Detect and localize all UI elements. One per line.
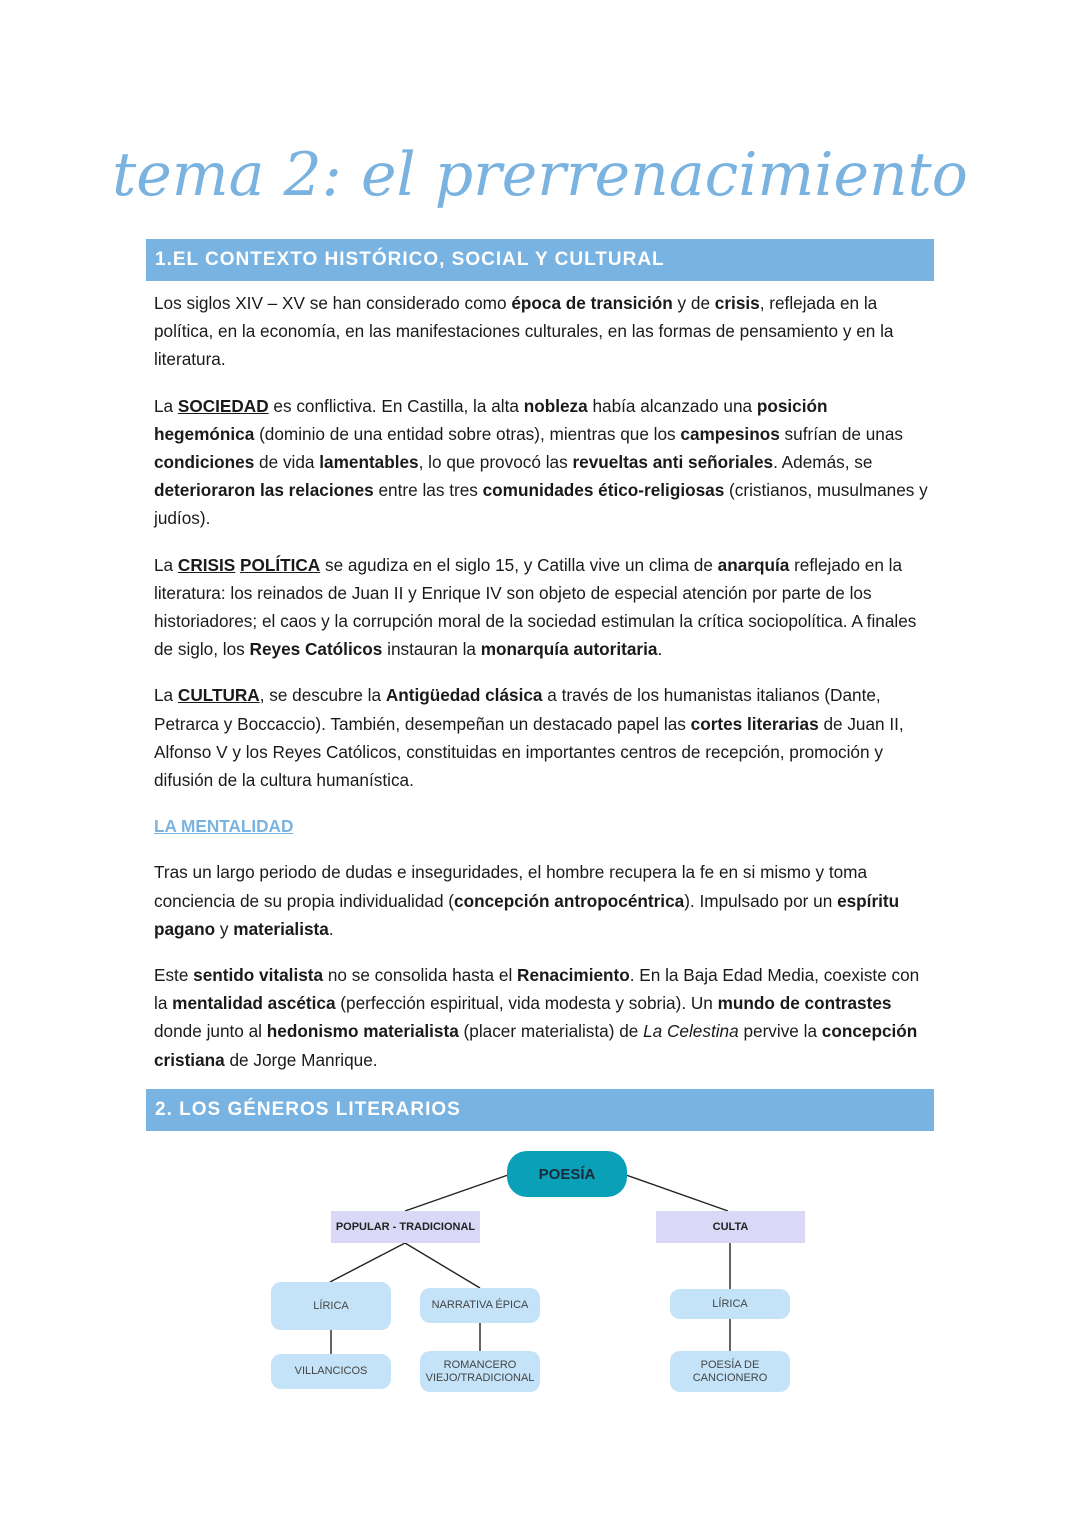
paragraph-mentalidad-2: Este sentido vitalista no se consolida hasta el Renacimiento. En la Baja Edad Media, coexiste con la mentalidad ascética (perfección espiritual, vida modesta y sobria). Un mundo de contrastes donde junto al hedonismo materialista (placer materialista) de La Celestina pervive la concepción cristiana de Jorge Manrique. [154,965,920,1070]
diagram-node-culta: CULTA [656,1211,805,1243]
paragraph-mentalidad-1: Tras un largo periodo de dudas e inseguridades, el hombre recupera la fe en si mismo y toma conciencia de su propia individualidad (concepción antropocéntrica). Impulsado por un espíritu pagano y materialista. [154,862,900,939]
diagram-node-narrativa-epica: NARRATIVA ÉPICA [420,1288,540,1323]
diagram-node-villancicos: VILLANCICOS [271,1354,391,1389]
subheading-mentalidad: LA MENTALIDAD [154,816,294,837]
diagram-node-romancero: ROMANCERO VIEJO/TRADICIONAL [420,1351,540,1392]
diagram-node-poesia: POESÍA [507,1151,627,1197]
paragraph-intro: Los siglos XIV – XV se han considerado como época de transición y de crisis, reflejada en la política, en la economía, en las manifestaciones culturales, en las formas de pensamiento y en la literatura. [154,293,894,370]
section-header-context: 1.EL CONTEXTO HISTÓRICO, SOCIAL Y CULTURAL [146,239,934,281]
paragraph-sociedad: La SOCIEDAD es conflictiva. En Castilla, la alta nobleza había alcanzado una posición hegemónica (dominio de una entidad sobre otras), mientras que los campesinos sufrían de unas condiciones de vida lamentables, lo que provocó las revueltas anti señoriales. Además, se deterioraron las relaciones entre las tres comunidades ético-religiosas (cristianos, musulmanes y judíos). [154,395,928,529]
page-title: tema 2: el prerrenacimiento [112,140,968,210]
diagram-node-culta-lirica: LÍRICA [670,1289,790,1319]
diagram-node-popular-tradicional: POPULAR - TRADICIONAL [331,1211,480,1243]
paragraph-crisis-politica: La CRISIS POLÍTICA se agudiza en el siglo 15, y Catilla vive un clima de anarquía reflejado en la literatura: los reinados de Juan II y Enrique IV son objeto de especial atención por parte de los historiadores; el caos y la corrupción moral de la sociedad estimulan la crítica sociopolítica. A finales de siglo, los Reyes Católicos instauran la monarquía autoritaria. [154,554,917,660]
section-header-generos: 2. LOS GÉNEROS LITERARIOS [146,1089,934,1131]
diagram-node-poesia-cancionero: POESÍA DE CANCIONERO [670,1351,790,1392]
diagram-node-popular-lirica: LÍRICA [271,1282,391,1330]
paragraph-cultura: La CULTURA, se descubre la Antigüedad clásica a través de los humanistas italianos (Dante, Petrarca y Boccaccio). También, desempeñan un destacado papel las cortes literarias de Juan II, Alfonso V y los Reyes Católicos, constituidas en importantes centros de recepción, promoción y difusión de la cultura humanística. [154,685,904,791]
section-context-body [154,289,929,1092]
